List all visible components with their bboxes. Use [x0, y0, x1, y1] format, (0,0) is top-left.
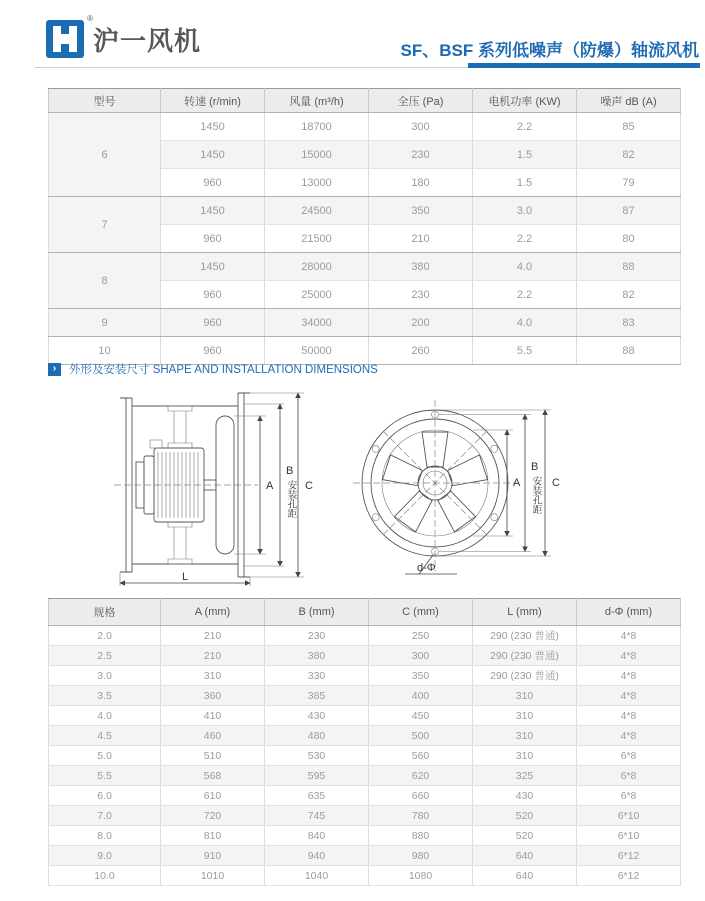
table-cell: 1040 — [265, 866, 369, 886]
table-cell: 15000 — [265, 141, 369, 169]
table-cell: 2.0 — [49, 626, 161, 646]
header-accent-bar — [468, 63, 700, 68]
logo-icon — [46, 14, 93, 58]
column-header: d-Φ (mm) — [577, 599, 681, 626]
table-cell: 87 — [577, 197, 681, 225]
table-cell: 1450 — [161, 141, 265, 169]
table-cell: 24500 — [265, 197, 369, 225]
svg-text:B: B — [286, 465, 294, 477]
svg-text:A: A — [266, 480, 274, 492]
table-cell: 595 — [265, 766, 369, 786]
table-cell: 250 — [369, 626, 473, 646]
table-cell: 6*8 — [577, 786, 681, 806]
table-row — [49, 253, 681, 281]
table-cell: 450 — [369, 706, 473, 726]
table-cell: 230 — [265, 626, 369, 646]
column-header: 全压 (Pa) — [369, 89, 473, 113]
table-cell: 380 — [369, 253, 473, 281]
svg-text:C: C — [552, 477, 560, 489]
table-cell: 88 — [577, 337, 681, 365]
table-row — [49, 826, 681, 846]
table-cell: 780 — [369, 806, 473, 826]
column-header: 型号 — [49, 89, 161, 113]
performance-table — [48, 88, 681, 365]
svg-text:B: B — [531, 461, 539, 473]
model-cell: 10 — [49, 337, 161, 365]
table-row — [49, 113, 681, 141]
table-cell: 1450 — [161, 113, 265, 141]
table-cell: 6*8 — [577, 746, 681, 766]
table-cell: 3.5 — [49, 686, 161, 706]
table-row — [49, 197, 681, 225]
table-cell: 560 — [369, 746, 473, 766]
table-cell: 360 — [161, 686, 265, 706]
column-header: 转速 (r/min) — [161, 89, 265, 113]
table-cell: 568 — [161, 766, 265, 786]
table-row — [49, 626, 681, 646]
side-view-drawing — [100, 390, 350, 590]
table-cell: 6*12 — [577, 866, 681, 886]
table-cell: 4*8 — [577, 686, 681, 706]
table-cell: 6*8 — [577, 766, 681, 786]
table-cell: 960 — [161, 169, 265, 197]
dimension-table — [48, 598, 681, 886]
table-row — [49, 866, 681, 886]
table-cell: 1.5 — [473, 141, 577, 169]
table-cell: 6.0 — [49, 786, 161, 806]
table-cell: 810 — [161, 826, 265, 846]
table-cell: 1.5 — [473, 169, 577, 197]
front-view-drawing — [345, 388, 595, 590]
table-cell: 430 — [265, 706, 369, 726]
table-row — [49, 706, 681, 726]
table-row — [49, 686, 681, 706]
table-cell: 82 — [577, 281, 681, 309]
table-cell: 660 — [369, 786, 473, 806]
table-cell: 2.2 — [473, 113, 577, 141]
table-row — [49, 766, 681, 786]
chevron-right-icon: › — [48, 363, 61, 376]
table-cell: 510 — [161, 746, 265, 766]
registered-trademark: ® — [87, 14, 93, 23]
table-cell: 2.2 — [473, 225, 577, 253]
table-cell: 350 — [369, 197, 473, 225]
table-cell: 745 — [265, 806, 369, 826]
table-cell: 640 — [473, 846, 577, 866]
table-cell: 310 — [473, 746, 577, 766]
table-cell: 980 — [369, 846, 473, 866]
table-cell: 4*8 — [577, 626, 681, 646]
table-cell: 4*8 — [577, 706, 681, 726]
table-row — [49, 309, 681, 337]
table-cell: 4*8 — [577, 726, 681, 746]
table-row — [49, 746, 681, 766]
table-cell: 1450 — [161, 253, 265, 281]
section-title: 外形及安装尺寸 SHAPE AND INSTALLATION DIMENSIONS — [69, 364, 378, 376]
table-cell: 18700 — [265, 113, 369, 141]
table-cell: 290 (230 普通) — [473, 646, 577, 666]
table-cell: 325 — [473, 766, 577, 786]
column-header: C (mm) — [369, 599, 473, 626]
table-cell: 880 — [369, 826, 473, 846]
svg-text:A: A — [513, 477, 521, 489]
table-cell: 200 — [369, 309, 473, 337]
svg-text:安装孔距: 安装孔距 — [285, 480, 297, 518]
table-cell: 2.5 — [49, 646, 161, 666]
table-cell: 960 — [161, 309, 265, 337]
svg-text:安装孔距: 安装孔距 — [530, 476, 542, 514]
table-cell: 430 — [473, 786, 577, 806]
table-cell: 530 — [265, 746, 369, 766]
column-header: L (mm) — [473, 599, 577, 626]
table-cell: 300 — [369, 113, 473, 141]
table-cell: 960 — [161, 337, 265, 365]
table-row — [49, 666, 681, 686]
table-cell: 520 — [473, 806, 577, 826]
section-heading — [48, 361, 378, 377]
table-cell: 1450 — [161, 197, 265, 225]
table-cell: 85 — [577, 113, 681, 141]
table-cell: 460 — [161, 726, 265, 746]
table-row — [49, 726, 681, 746]
model-cell: 8 — [49, 253, 161, 309]
table-cell: 34000 — [265, 309, 369, 337]
table-row — [49, 646, 681, 666]
column-header: 规格 — [49, 599, 161, 626]
table-cell: 82 — [577, 141, 681, 169]
table-cell: 230 — [369, 281, 473, 309]
table-cell: 7.0 — [49, 806, 161, 826]
table-cell: 310 — [473, 706, 577, 726]
table-cell: 13000 — [265, 169, 369, 197]
table-cell: 83 — [577, 309, 681, 337]
table-cell: 620 — [369, 766, 473, 786]
table-cell: 79 — [577, 169, 681, 197]
performance-table-header-row — [49, 89, 681, 113]
table-cell: 8.0 — [49, 826, 161, 846]
table-cell: 960 — [161, 281, 265, 309]
table-cell: 21500 — [265, 225, 369, 253]
dimension-table-header-row — [49, 599, 681, 626]
table-cell: 330 — [265, 666, 369, 686]
table-cell: 840 — [265, 826, 369, 846]
table-cell: 410 — [161, 706, 265, 726]
model-cell: 6 — [49, 113, 161, 197]
column-header: 电机功率 (KW) — [473, 89, 577, 113]
logo-text: 沪一风机 — [93, 25, 202, 56]
table-cell: 940 — [265, 846, 369, 866]
table-cell: 385 — [265, 686, 369, 706]
model-cell: 7 — [49, 197, 161, 253]
table-cell: 4*8 — [577, 666, 681, 686]
table-cell: 6*10 — [577, 826, 681, 846]
table-cell: 290 (230 普通) — [473, 626, 577, 646]
table-cell: 4.0 — [473, 253, 577, 281]
column-header: A (mm) — [161, 599, 265, 626]
table-cell: 310 — [161, 666, 265, 686]
table-cell: 400 — [369, 686, 473, 706]
table-cell: 1010 — [161, 866, 265, 886]
table-cell: 640 — [473, 866, 577, 886]
table-cell: 290 (230 普通) — [473, 666, 577, 686]
table-cell: 635 — [265, 786, 369, 806]
table-row — [49, 786, 681, 806]
table-cell: 10.0 — [49, 866, 161, 886]
table-cell: 5.5 — [473, 337, 577, 365]
table-cell: 520 — [473, 826, 577, 846]
logo — [46, 14, 202, 58]
column-header: B (mm) — [265, 599, 369, 626]
svg-text:L: L — [182, 571, 189, 583]
table-cell: 6*10 — [577, 806, 681, 826]
table-cell: 6*12 — [577, 846, 681, 866]
table-cell: 910 — [161, 846, 265, 866]
column-header: 风量 (m³/h) — [265, 89, 369, 113]
table-cell: 9.0 — [49, 846, 161, 866]
column-header: 噪声 dB (A) — [577, 89, 681, 113]
table-cell: 80 — [577, 225, 681, 253]
table-cell: 960 — [161, 225, 265, 253]
table-row — [49, 806, 681, 826]
table-cell: 210 — [161, 646, 265, 666]
table-cell: 25000 — [265, 281, 369, 309]
table-cell: 88 — [577, 253, 681, 281]
svg-text:d-Φ: d-Φ — [417, 562, 436, 574]
table-cell: 1080 — [369, 866, 473, 886]
table-cell: 50000 — [265, 337, 369, 365]
svg-text:C: C — [305, 480, 313, 492]
table-cell: 300 — [369, 646, 473, 666]
table-cell: 28000 — [265, 253, 369, 281]
table-cell: 210 — [369, 225, 473, 253]
table-cell: 5.5 — [49, 766, 161, 786]
table-cell: 310 — [473, 726, 577, 746]
table-cell: 210 — [161, 626, 265, 646]
table-cell: 5.0 — [49, 746, 161, 766]
table-cell: 2.2 — [473, 281, 577, 309]
table-cell: 4.0 — [473, 309, 577, 337]
table-cell: 720 — [161, 806, 265, 826]
table-cell: 180 — [369, 169, 473, 197]
table-row — [49, 846, 681, 866]
model-cell: 9 — [49, 309, 161, 337]
table-cell: 500 — [369, 726, 473, 746]
table-cell: 3.0 — [49, 666, 161, 686]
table-cell: 4*8 — [577, 646, 681, 666]
table-cell: 380 — [265, 646, 369, 666]
table-cell: 610 — [161, 786, 265, 806]
table-cell: 350 — [369, 666, 473, 686]
table-cell: 230 — [369, 141, 473, 169]
table-cell: 3.0 — [473, 197, 577, 225]
table-cell: 260 — [369, 337, 473, 365]
table-cell: 480 — [265, 726, 369, 746]
table-cell: 4.5 — [49, 726, 161, 746]
page-title: SF、BSF 系列低噪声（防爆）轴流风机 — [400, 41, 699, 60]
table-cell: 310 — [473, 686, 577, 706]
table-cell: 4.0 — [49, 706, 161, 726]
